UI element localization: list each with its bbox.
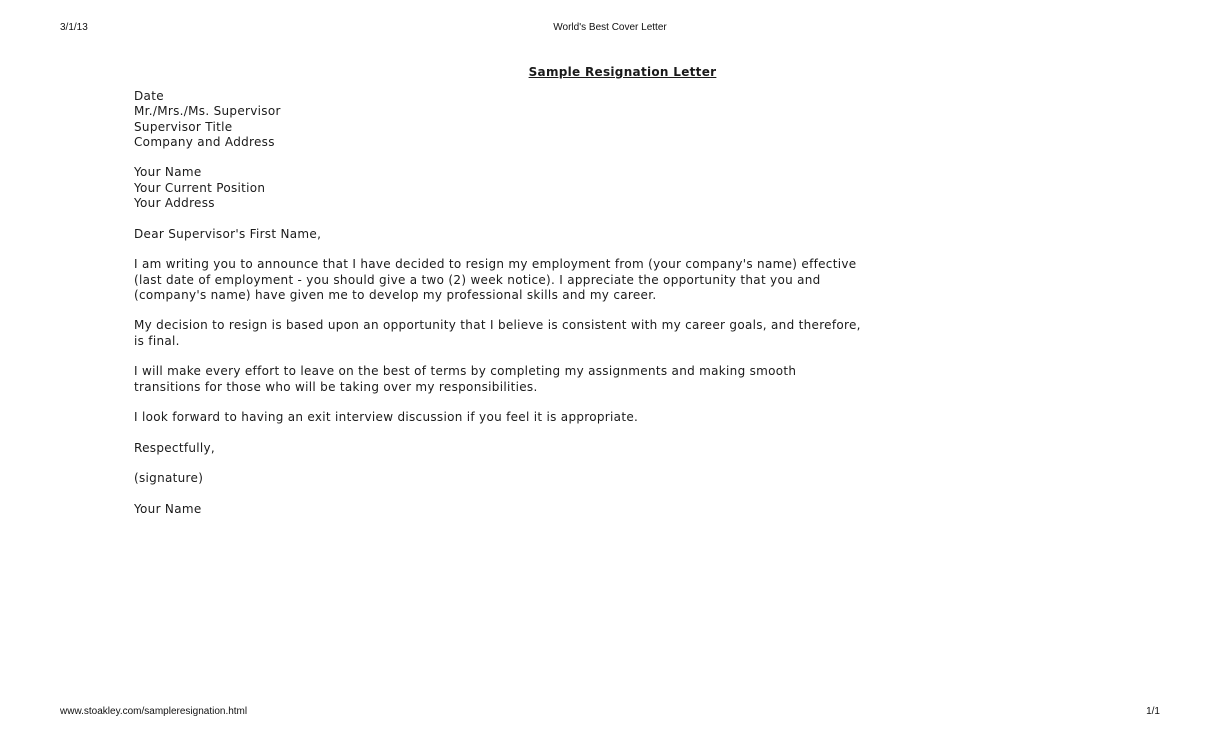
- source-url: www.stoakley.com/sampleresignation.html: [60, 706, 248, 717]
- salutation: [134, 227, 1124, 242]
- recipient-line: Date: [134, 89, 164, 103]
- print-header: [60, 22, 1160, 36]
- signature-text: (signature): [134, 471, 204, 486]
- sender-line: Your Address: [134, 196, 215, 211]
- letter-body: [134, 89, 1124, 533]
- paragraph-line: I will make every effort to leave on the best of terms by completing my assignments and making smooth: [134, 364, 797, 379]
- paragraph-exit-interview: [134, 410, 1124, 425]
- sender-line: Your Current Position: [134, 180, 266, 195]
- salutation-text: Dear Supervisor's First Name,: [134, 226, 322, 241]
- letter-title: Sample Resignation Letter: [528, 65, 717, 79]
- paragraph-announcement: [134, 257, 1124, 303]
- closing: [134, 441, 1124, 456]
- paragraph-line: is final.: [134, 333, 180, 348]
- recipient-line: Mr./Mrs./Ms. Supervisor: [134, 104, 281, 119]
- paragraph-line: I am writing you to announce that I have decided to resign my employment from (your company's name) effective: [134, 257, 857, 272]
- paragraph-line: (company's name) have given me to develop my professional skills and my career.: [134, 287, 657, 302]
- recipient-block: [134, 89, 1124, 150]
- print-page-title: World's Best Cover Letter: [553, 22, 667, 33]
- print-footer: [60, 706, 1160, 720]
- recipient-line: Supervisor Title: [134, 119, 233, 134]
- paragraph-line: transitions for those who will be taking over my responsibilities.: [134, 379, 538, 394]
- signature: [134, 471, 1124, 486]
- paragraph-transition: [134, 364, 1124, 395]
- print-date: 3/1/13: [60, 22, 88, 33]
- paragraph-line: I look forward to having an exit interview discussion if you feel it is appropriate.: [134, 410, 639, 425]
- paragraph-line: (last date of employment - you should give a two (2) week notice). I appreciate the opportunity that you and: [134, 272, 821, 287]
- signoff: [134, 502, 1124, 517]
- closing-text: Respectfully,: [134, 440, 216, 455]
- sender-line: Your Name: [134, 165, 202, 180]
- page-number: 1/1: [1146, 706, 1160, 717]
- paragraph-line: My decision to resign is based upon an opportunity that I believe is consistent with my career goals, and therefore,: [134, 318, 861, 333]
- paragraph-decision: [134, 318, 1124, 349]
- recipient-line: Company and Address: [134, 134, 275, 149]
- signoff-name: Your Name: [134, 502, 202, 517]
- sender-block: [134, 165, 1124, 211]
